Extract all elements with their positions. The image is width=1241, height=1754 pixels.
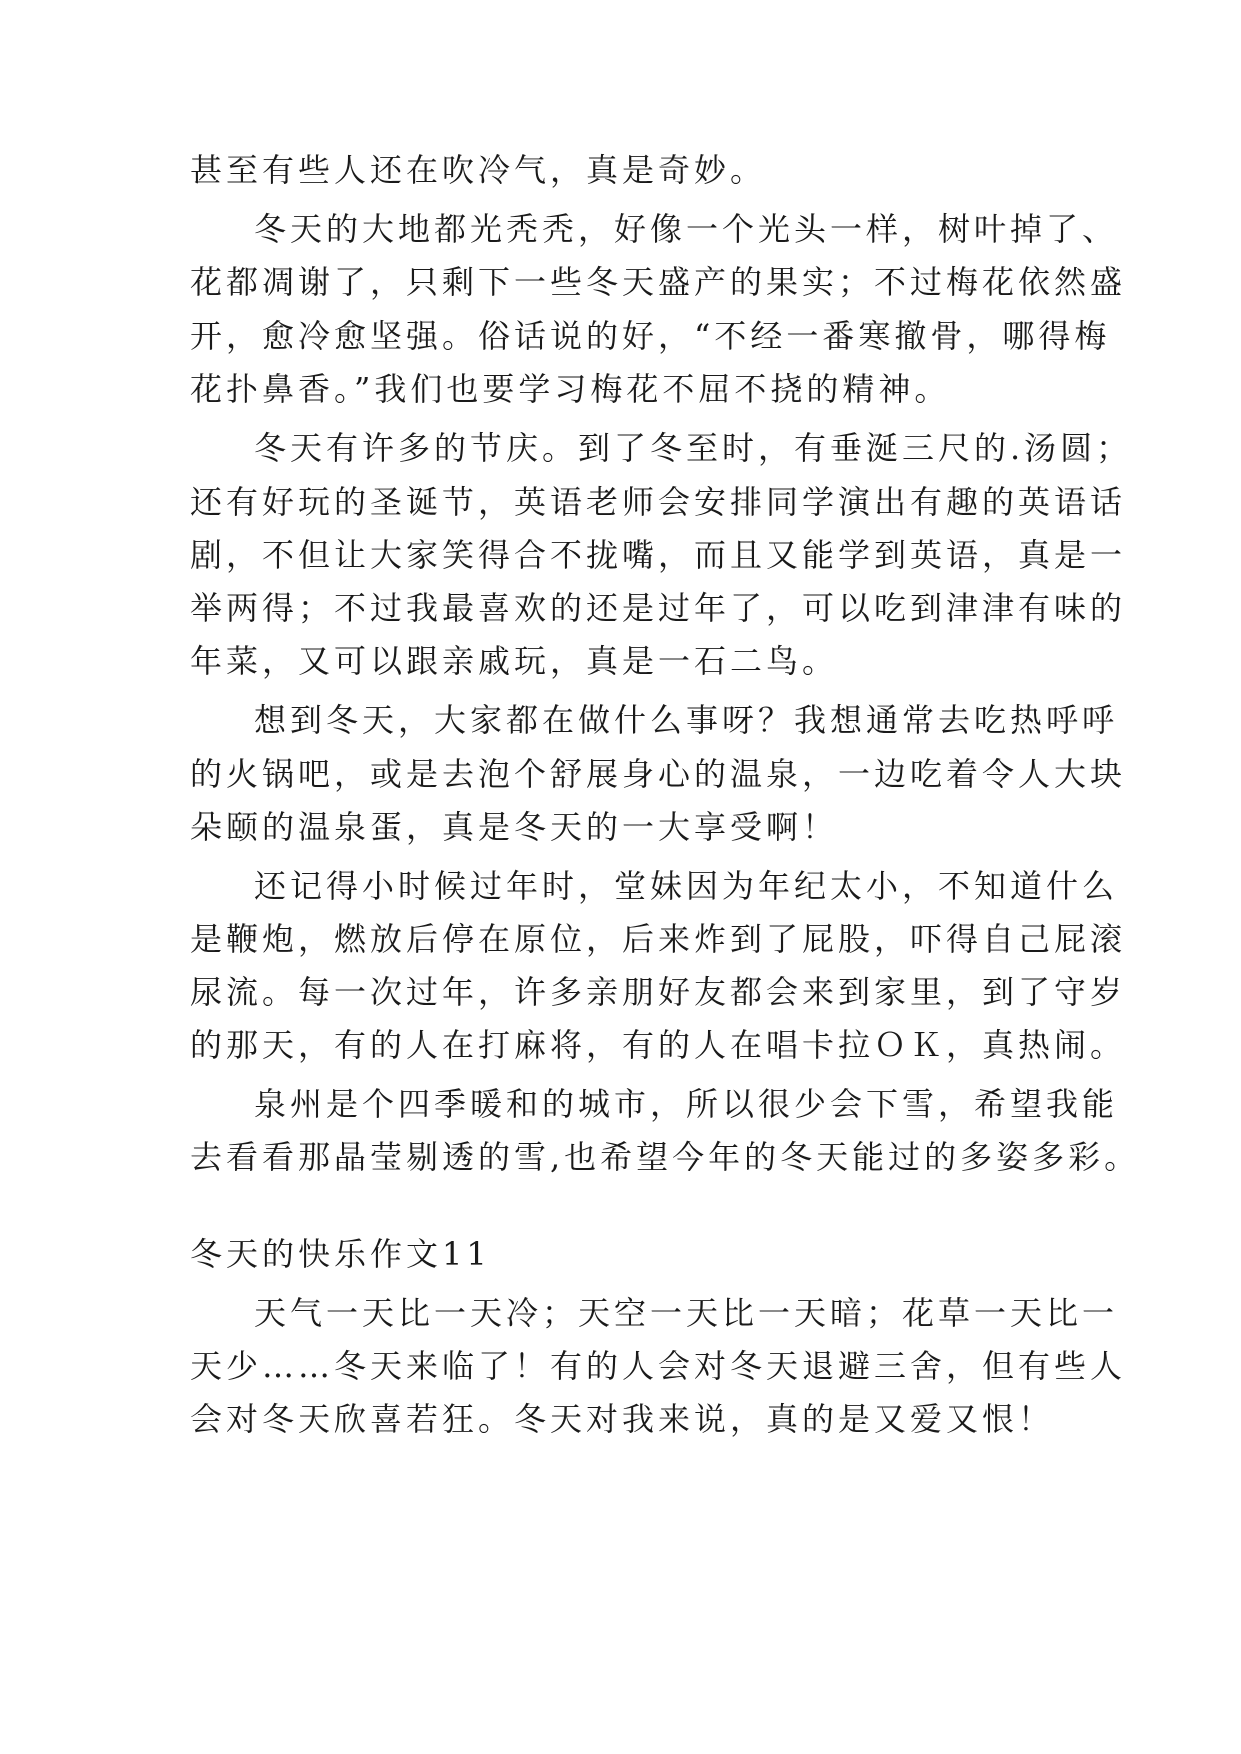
paragraph-first-line: 天气一天比一天冷；天空一天比一天暗；花草一天比一	[254, 1294, 1119, 1332]
paragraph-first-line: 冬天的大地都光秃秃，好像一个光头一样，树叶掉了、	[254, 210, 1119, 248]
paragraph-first-line: 泉州是个四季暖和的城市，所以很少会下雪，希望我能	[254, 1085, 1119, 1123]
text-line: 开，愈冷愈坚强。俗话说的好，“不经一番寒撤骨，哪得梅	[190, 317, 1111, 355]
text-line: 的那天，有的人在打麻将，有的人在唱卡拉ＯＫ，真热闹。	[190, 1026, 1127, 1064]
text-line: 年菜，又可以跟亲戚玩，真是一石二鸟。	[190, 642, 839, 680]
text-line: 花扑鼻香。”我们也要学习梅花不屈不挠的精神。	[190, 370, 951, 408]
paragraph-first-line: 冬天有许多的节庆。到了冬至时，有垂涎三尺的.汤圆；	[254, 429, 1133, 467]
text-line: 剧，不但让大家笑得合不拢嘴，而且又能学到英语，真是一	[190, 536, 1127, 574]
text-line: 还有好玩的圣诞节，英语老师会安排同学演出有趣的英语话	[190, 483, 1127, 521]
text-line: 会对冬天欣喜若狂。冬天对我来说，真的是又爱又恨！	[190, 1400, 1055, 1438]
text-line: 尿流。每一次过年，许多亲朋好友都会来到家里，到了守岁	[190, 973, 1127, 1011]
paragraph-first-line: 想到冬天，大家都在做什么事呀？我想通常去吃热呼呼	[254, 701, 1119, 739]
text-line: 甚至有些人还在吹冷气，真是奇妙。	[190, 151, 767, 189]
text-line: 举两得；不过我最喜欢的还是过年了，可以吃到津津有味的	[190, 589, 1127, 627]
text-line: 朵颐的温泉蛋，真是冬天的一大享受啊！	[190, 808, 839, 846]
text-line: 花都凋谢了，只剩下一些冬天盛产的果实；不过梅花依然盛	[190, 263, 1127, 301]
text-line: 是鞭炮，燃放后停在原位，后来炸到了屁股，吓得自己屁滚	[190, 920, 1127, 958]
text-line: 去看看那晶莹剔透的雪,也希望今年的冬天能过的多姿多彩。	[190, 1138, 1141, 1176]
text-line: 的火锅吧，或是去泡个舒展身心的温泉，一边吃着令人大块	[190, 755, 1127, 793]
paragraph-first-line: 还记得小时候过年时，堂妹因为年纪太小，不知道什么	[254, 867, 1119, 905]
section-heading: 冬天的快乐作文11	[190, 1235, 491, 1273]
text-line: 天少……冬天来临了！有的人会对冬天退避三舍，但有些人	[190, 1347, 1127, 1385]
